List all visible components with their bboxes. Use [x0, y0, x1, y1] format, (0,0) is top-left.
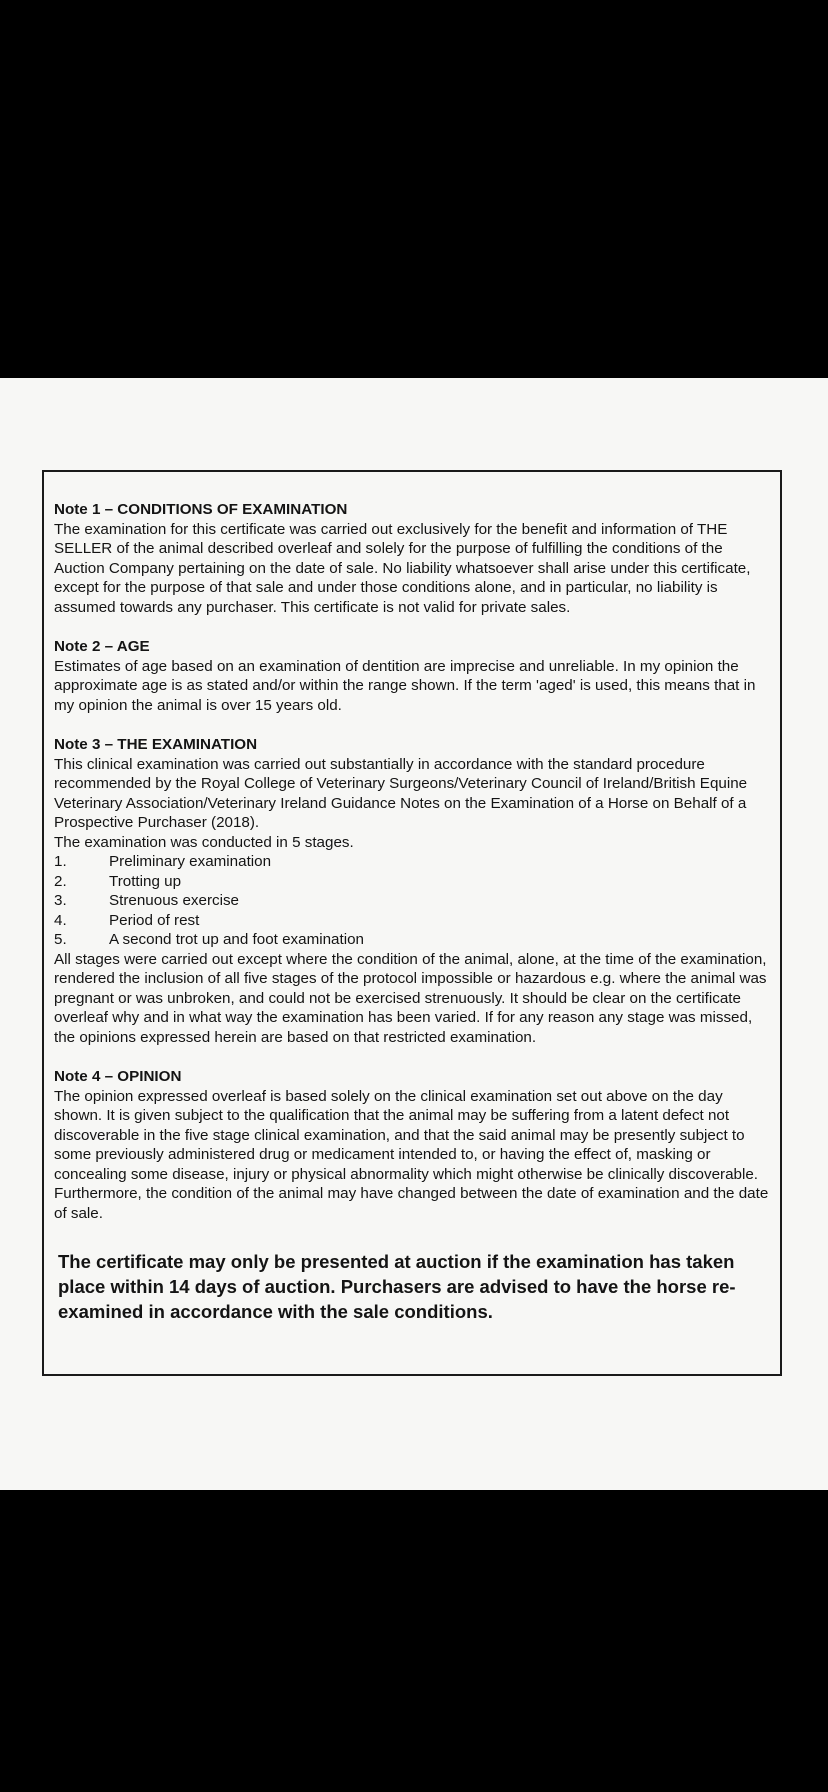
stage-number: 5. [54, 931, 67, 948]
list-item [54, 930, 770, 950]
list-item [54, 852, 770, 872]
note-heading: Note 4 – OPINION [54, 1068, 182, 1085]
note-3-examination [54, 735, 770, 1047]
list-item [54, 911, 770, 931]
stage-label: Trotting up [109, 872, 182, 890]
note-4-opinion [54, 1067, 770, 1223]
stage-number: 2. [54, 872, 67, 890]
document-photo [0, 378, 828, 1490]
stage-number: 4. [54, 911, 67, 929]
note-text: Furthermore, the condition of the animal may have changed between the date of examination and the date of sale. [54, 1185, 769, 1222]
note-heading: Note 2 – AGE [54, 638, 150, 655]
note-text: The opinion expressed overleaf is based solely on the clinical examination set out above on the day shown. It is given subject to the qualification that the animal may be suffering from a latent defect not discoverable in the five stage clinical examination, and that the said animal may be presently subject to some previously administered drug or medicament intended to, or having the effect of, masking or concealing some disease, injury or physical abnormality which might otherwise be clinically discoverable. [54, 1087, 759, 1183]
stages-intro: The examination was conducted in 5 stages. [54, 833, 354, 851]
note-text: This clinical examination was carried out substantially in accordance with the standard procedure recommended by the Royal College of Veterinary Surgeons/Veterinary Council of Ireland/British Equine Veterinary Association/Veterinary Ireland Guidance Notes on the Examination of a Horse on Behalf of a Prospective Purchaser (2018). [54, 755, 748, 831]
stage-list [54, 852, 770, 950]
auction-warning: The certificate may only be presented at auction if the examination has taken place within 14 days of auction. Purchasers are advised to have the horse re-examined in accordance with the sale conditions. [58, 1251, 736, 1322]
note-heading: Note 1 – CONDITIONS OF EXAMINATION [54, 501, 348, 518]
note-text: The examination for this certificate was carried out exclusively for the benefit and information of THE SELLER of the animal described overleaf and solely for the purpose of fulfilling the conditions of the Auction Company pertaining on the date of sale. No liability whatsoever shall arise under this certificate, except for the purpose of that sale and under those conditions alone, and in particular, no liability is assumed towards any purchaser. This certificate is not valid for private sales. [54, 520, 751, 616]
stage-number: 3. [54, 892, 67, 909]
note-1-conditions [54, 500, 770, 617]
stage-label: Strenuous exercise [109, 892, 240, 909]
list-item [54, 872, 770, 892]
list-item [54, 891, 770, 911]
note-text: All stages were carried out except where the condition of the animal, alone, at the time of the examination, rendered the inclusion of all five stages of the protocol impossible or hazardous e.g. where the animal was pregnant or was unbroken, and could not be exercised strenuously. It should be clear on the certificate overleaf why and in what way the examination has been varied. If for any reason any stage was missed, the opinions expressed herein are based on that restricted examination. [54, 950, 767, 1046]
stage-label: Preliminary examination [109, 853, 272, 870]
certificate-notes-box [42, 470, 782, 1376]
note-text: Estimates of age based on an examination of dentition are imprecise and unreliable. In my opinion the approximate age is as stated and/or within the range shown. If the term 'aged' is used, this means that in my opinion the animal is over 15 years old. [54, 657, 756, 714]
stage-number: 1. [54, 853, 67, 870]
note-2-age [54, 637, 770, 715]
note-heading: Note 3 – THE EXAMINATION [54, 736, 258, 753]
stage-label: Period of rest [109, 911, 200, 929]
stage-label: A second trot up and foot examination [109, 931, 364, 948]
